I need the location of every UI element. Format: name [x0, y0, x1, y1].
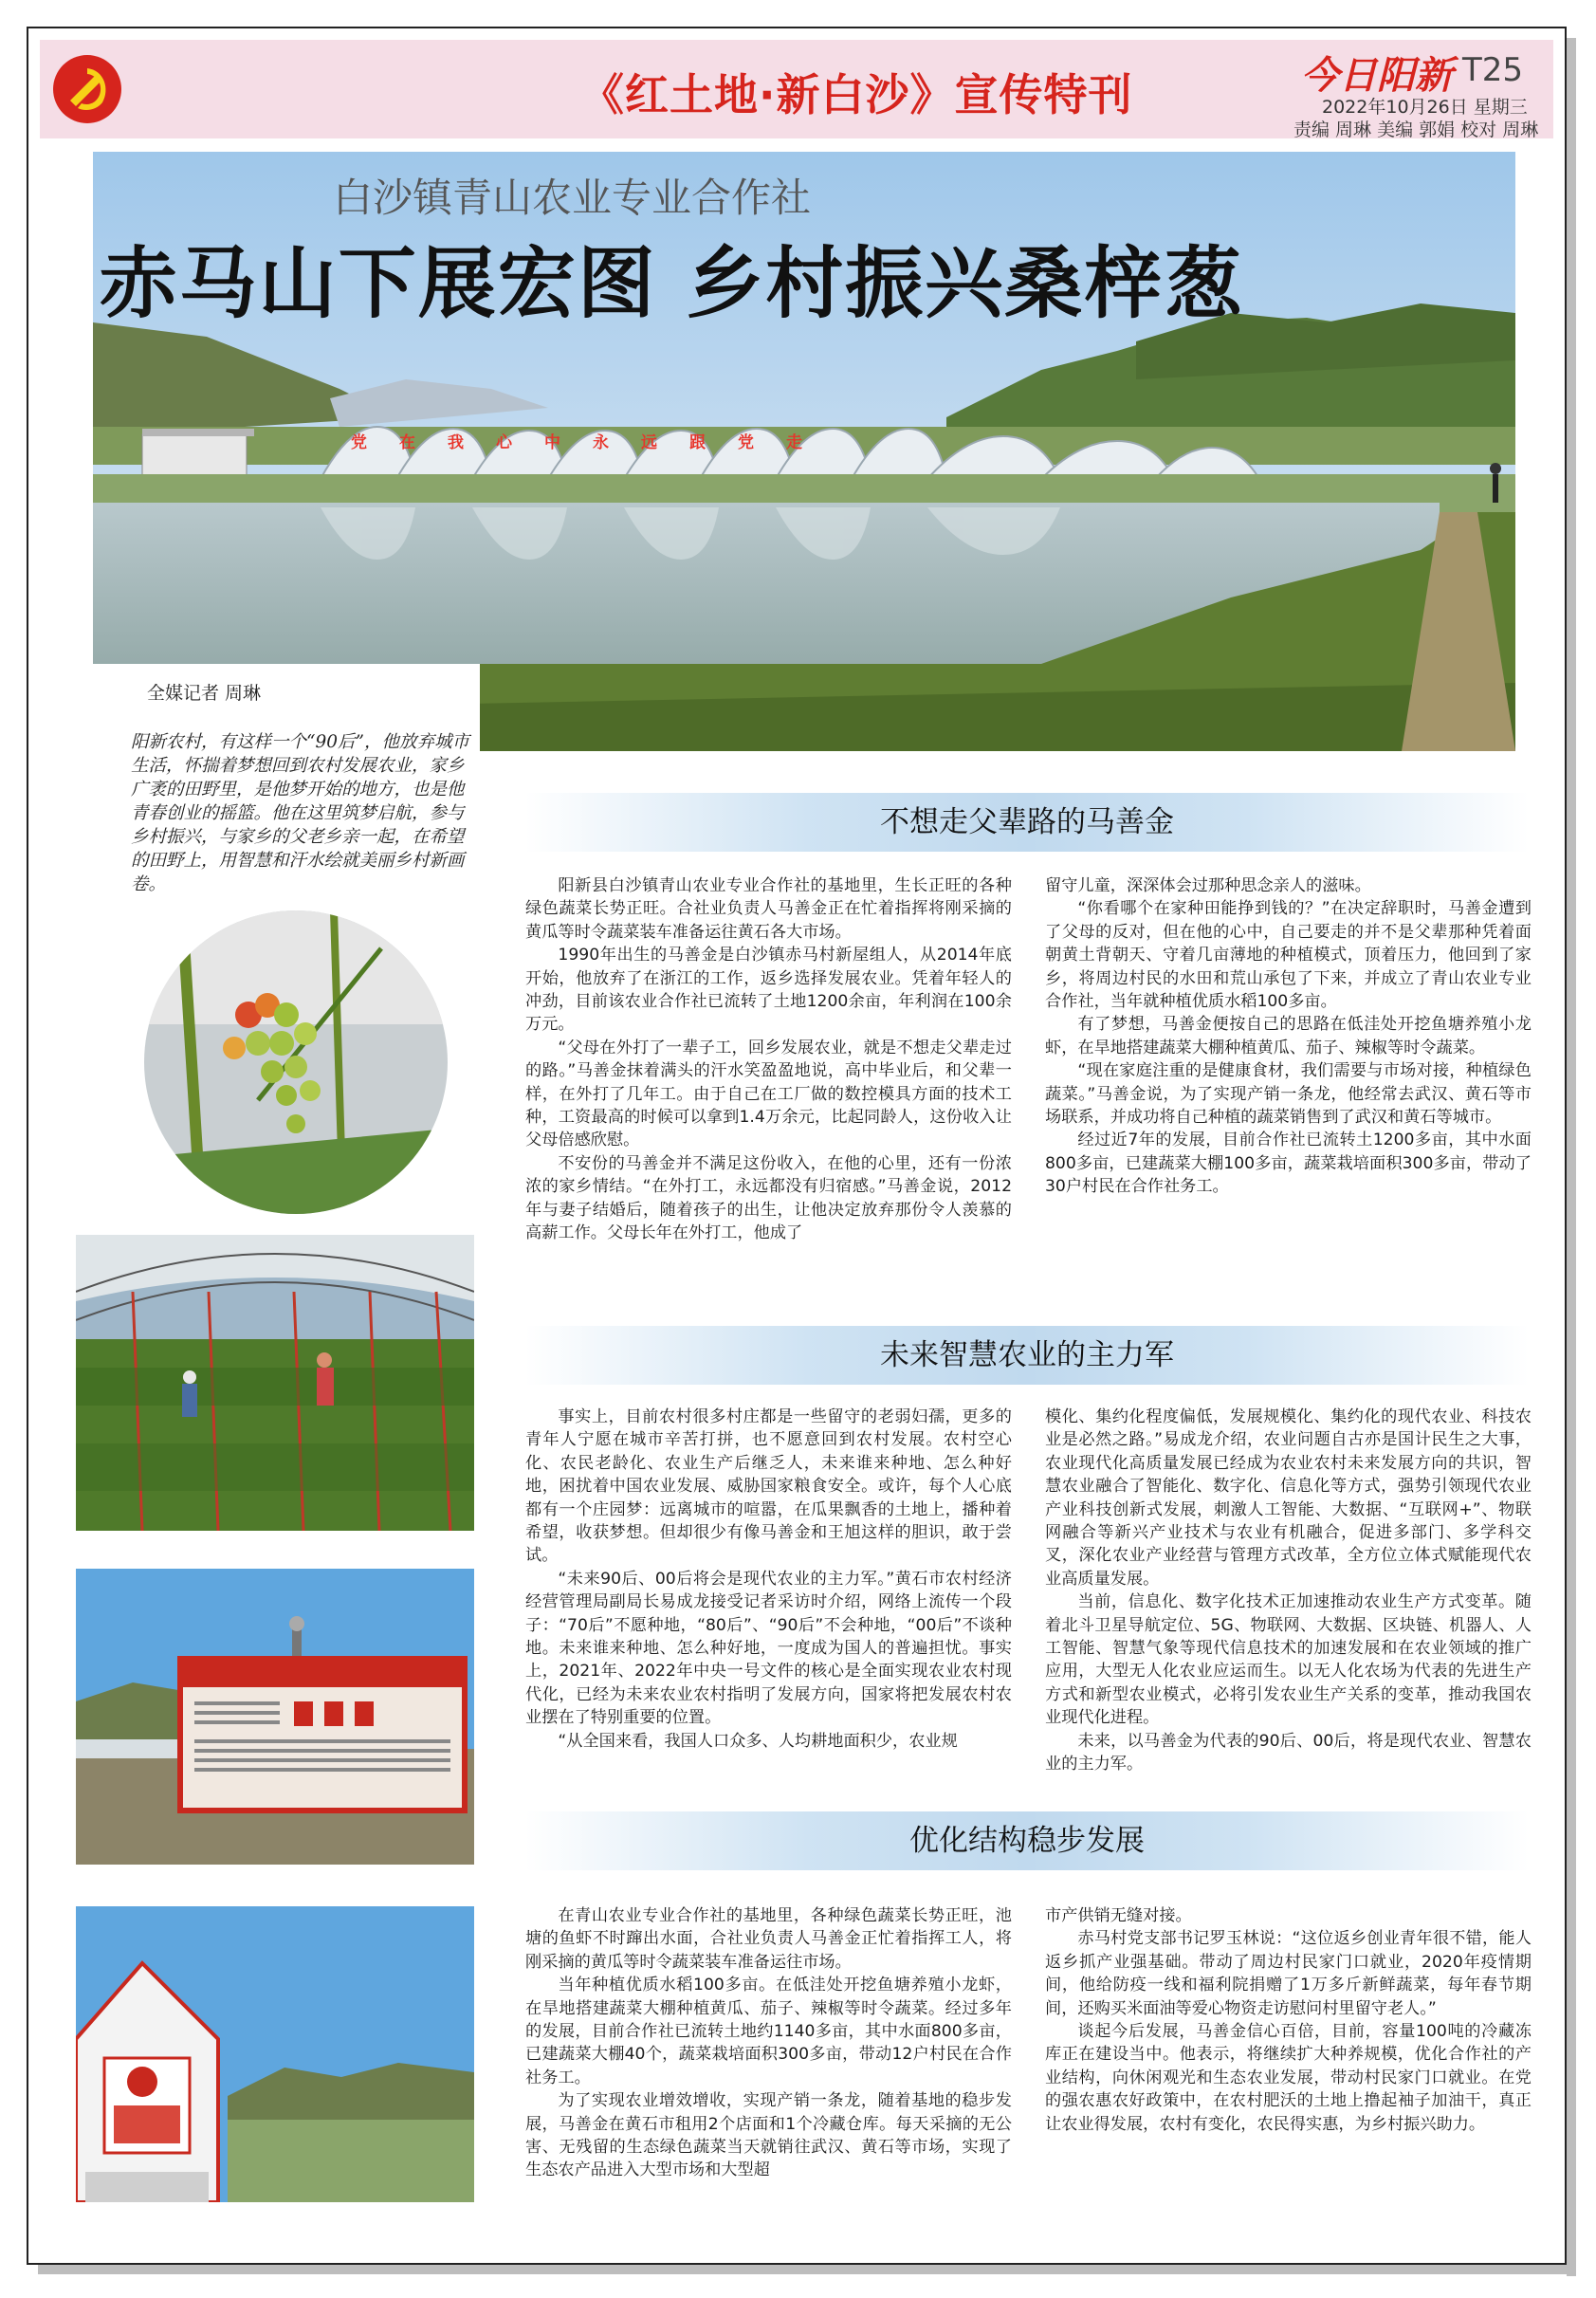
paragraph: 未来，以马善金为代表的90后、00后，将是现代农业、智慧农业的主力军。 [1045, 1731, 1532, 1774]
editor-credits: 责编 周琳 美编 郭娟 校对 周琳 [1293, 119, 1539, 140]
tomato-photo [144, 910, 448, 1214]
paragraph: “从全国来看，我国人口众多、人均耕地面积少，农业规 [558, 1731, 958, 1751]
paragraph: “你看哪个在家种田能挣到钱的？”在决定辞职时，马善金遭到了父母的反对，但在他的心中，自己要走的并不是父辈那种凭着面朝黄土背朝天、守着几亩薄地的种植模式，顶着压力，他回到了家乡，将周边村民的水田和荒山承包了下来，并成立了青山农业专业合作社，当年就种植优质水稻100多亩。 [1045, 899, 1532, 1012]
paragraph: 事实上，目前农村很多村庄都是一些留守的老弱妇孺，更多的青年人宁愿在城市辛苦打拼，也不愿意回到农村发展。农村空心化、农民老龄化、农业生产后继乏人，未来谁来种地、怎么种好地，困扰着中国农业发展、威胁国家粮食安全。或许，每个人心底都有一个庄园梦：远离城市的喧嚣，在瓜果飘香的土地上，播种着希望，收获梦想。但却很少有像马善金和王旭这样的胆识，敢于尝试。 [525, 1407, 1012, 1566]
paragraph: “现在家庭注重的是健康食材，我们需要与市场对接，种植绿色蔬菜。”马善金说，为了实现产销一条龙，他经常去武汉、黄石等市场联系，并成功将自己种植的蔬菜销售到了武汉和黄石等城市。 [1045, 1061, 1532, 1128]
section-header-1 [525, 793, 1529, 852]
greenhouse-slogan: 党在我心中永远跟党走 [351, 433, 835, 452]
special-issue-title: 《红土地·新白沙》宣传特刊 [580, 69, 1133, 120]
paragraph: 不安份的马善金并不满足这份收入，在他的心里，还有一份浓浓的家乡情结。“在外打工，永远都没有归宿感。”马善金说，2012年与妻子结婚后，随着孩子的出生，让他决定放弃那份令人羡慕的高薪工作。父母长年在外打工，他成了 [525, 1153, 1012, 1243]
farm-house-image [76, 1906, 474, 2202]
hero-photo [93, 152, 1515, 751]
section-1-column-left [525, 874, 1012, 1245]
tomato-vine-image [144, 910, 448, 1214]
section-title-2: 未来智慧农业的主力军 [880, 1338, 1174, 1372]
farm-house-photo [76, 1906, 474, 2202]
paragraph: “父母在外打了一辈子工，回乡发展农业，就是不想走父辈走过的路。”马善金抹着满头的汗水笑盈盈地说，高中毕业后，和父辈一样，在外打了几年工。由于自己在工厂做的数控模具方面的技术工种，工资最高的时候可以拿到1.4万余元，比起同龄人，这份收入让父母倍感欣慰。 [525, 1038, 1012, 1150]
paragraph: 谈起今后发展，马善金信心百倍，目前，容量100吨的冷藏冻库正在建设当中。他表示，将继续扩大种养规模，优化合作社的产业结构，向休闲观光和生态农业发展，带动村民家门口就业。在党的强农惠农好政策中，在农村肥沃的土地上撸起袖子加油干，真正让农业得发展，农村有变化，农民得实惠，为乡村振兴助力。 [1045, 2022, 1532, 2134]
section-title-3: 优化结构稳步发展 [909, 1824, 1145, 1858]
section-2-column-left [525, 1406, 1012, 1753]
paragraph: 1990年出生的马善金是白沙镇赤马村新屋组人，从2014年底开始，他放弃了在浙江的工作，返乡选择发展农业。凭着年轻人的冲劲，目前该农业合作社已流转了土地1200余亩，年利润在100余万元。 [525, 946, 1012, 1035]
section-3-column-right [1045, 1904, 1532, 2136]
paragraph: 市产供销无缝对接。 [1045, 1906, 1192, 1925]
section-title-1: 不想走父辈路的马善金 [880, 805, 1174, 839]
section-header-3 [525, 1811, 1529, 1870]
party-emblem-icon [49, 51, 125, 127]
intro-lead: 阳新农村，有这样一个“90后”，他放弃城市生活，怀揣着梦想回到农村发展农业，家乡广袤的田野里，是他梦开始的地方，也是他青春创业的摇篮。他在这里筑梦启航，参与乡村振兴，与家乡的父老乡亲一起，在希望的田野上，用智慧和汗水绘就美丽乡村新画卷。 [131, 732, 469, 894]
section-1-column-right [1045, 874, 1532, 1199]
section-2-column-right [1045, 1406, 1532, 1776]
paragraph: 当年种植优质水稻100多亩。在低洼处开挖鱼塘养殖小龙虾，在旱地搭建蔬菜大棚种植黄瓜、茄子、辣椒等时令蔬菜。经过多年的发展，目前合作社已流转土地约1140多亩，其中水面800多亩，已建蔬菜大棚40个，蔬菜栽培面积300多亩，带动12户村民在合作社务工。 [525, 1976, 1012, 2087]
paragraph: 经过近7年的发展，目前合作社已流转土1200多亩，其中水面800多亩，已建蔬菜大棚100多亩，蔬菜栽培面积300多亩，带动了30户村民在合作社务工。 [1045, 1131, 1532, 1197]
greenhouse-interior-image [76, 1235, 474, 1531]
paragraph: 当前，信息化、数字化技术正加速推动农业生产方式变革。随着北斗卫星导航定位、5G、物联网、大数据、区块链、机器人、人工智能、智慧气象等现代信息技术的加速发展和在农业领域的推广应用，大型无人化农业应运而生。以无人化农场为代表的先进生产方式和新型农业模式，必将引发农业生产关系的变革，推动我国农业现代化进程。 [1045, 1592, 1532, 1728]
section-header-2 [525, 1326, 1529, 1385]
paragraph: 阳新县白沙镇青山农业专业合作社的基地里，生长正旺的各种绿色蔬菜长势正旺。合社业负责人马善金正在忙着指挥将刚采摘的黄瓜等时令蔬菜装车准备运往黄石各大市场。 [525, 876, 1012, 942]
page-shadow-right [1567, 38, 1576, 2276]
cooperative-billboard-image [76, 1569, 474, 1865]
paragraph: “未来90后、00后将会是现代农业的主力军。”黄石市农村经济经营管理局副局长易成龙接受记者采访时介绍，网络上流传一个段子：“70后”不愿种地，“80后”、“90后”不会种地，“00后”不谈种地。未来谁来种地、怎么种好地，一度成为国人的普遍担忧。事实上，2021年、2022年中央一号文件的核心是全面实现农业农村现代化，已经为未来农业农村指明了发展方向，国家将把发展农村农业摆在了特别重要的位置。 [525, 1569, 1012, 1728]
paragraph: 有了梦想，马善金便按自己的思路在低洼处开挖鱼塘养殖小龙虾，在旱地搭建蔬菜大棚种植黄瓜、茄子、辣椒等时令蔬菜。 [1045, 1015, 1532, 1057]
paragraph: 为了实现农业增效增收，实现产销一条龙，随着基地的稳步发展，马善金在黄石市租用2个店面和1个冷藏仓库。每天采摘的无公害、无残留的生态绿色蔬菜当天就销往武汉、黄石等市场，实现了生态农产品进入大型市场和大型超 [525, 2091, 1012, 2180]
greenhouse-workers-photo [76, 1235, 474, 1531]
article-headline: 赤马山下展宏图 乡村振兴桑梓葱 [99, 239, 1244, 329]
page-number: T25 [1462, 51, 1524, 89]
paragraph: 留守儿童，深深体会过那种思念亲人的滋味。 [1045, 876, 1371, 895]
page-header [40, 40, 1553, 138]
paragraph: 模化、集约化程度偏低，发展规模化、集约化的现代农业、科技农业是必然之路。”易成龙介绍，农业问题自古亦是国计民生之大事，农业现代化高质量发展已经成为农业农村未来发展方向的共识，智慧农业融合了智能化、数字化、信息化等方式，强势引领现代农业产业科技创新式发展，刺激人工智能、大数据、“互联网+”、物联网融合等新兴产业技术与农业有机融合，促进多部门、多学科交叉，深化农业产业经营与管理方式改革，全方位立体式赋能现代农业高质量发展。 [1045, 1407, 1532, 1589]
billboard-photo [76, 1569, 474, 1865]
section-3-column-left [525, 1904, 1012, 2182]
paragraph: 在青山农业专业合作社的基地里，各种绿色蔬菜长势正旺，池塘的鱼虾不时蹿出水面，合社业负责人马善金正忙着指挥工人，将刚采摘的黄瓜等时令蔬菜装车准备运往市场。 [525, 1906, 1012, 1972]
article-kicker: 白沙镇青山农业专业合作社 [332, 175, 811, 221]
issue-date: 2022年10月26日 星期三 [1322, 97, 1528, 118]
page-shadow-bottom [38, 2265, 1576, 2274]
newspaper-masthead: 今日阳新 [1301, 53, 1453, 98]
paragraph: 赤马村党支部书记罗玉林说：“这位返乡创业青年很不错，能人返乡抓产业强基础。带动了周边村民家门口就业，2020年疫情期间，他给防疫一线和福利院捐赠了1万多斤新鲜蔬菜，每年春节期间，还购买米面油等爱心物资走访慰问村里留守老人。” [1045, 1929, 1532, 2018]
reporter-byline: 全媒记者 周琳 [147, 683, 262, 704]
